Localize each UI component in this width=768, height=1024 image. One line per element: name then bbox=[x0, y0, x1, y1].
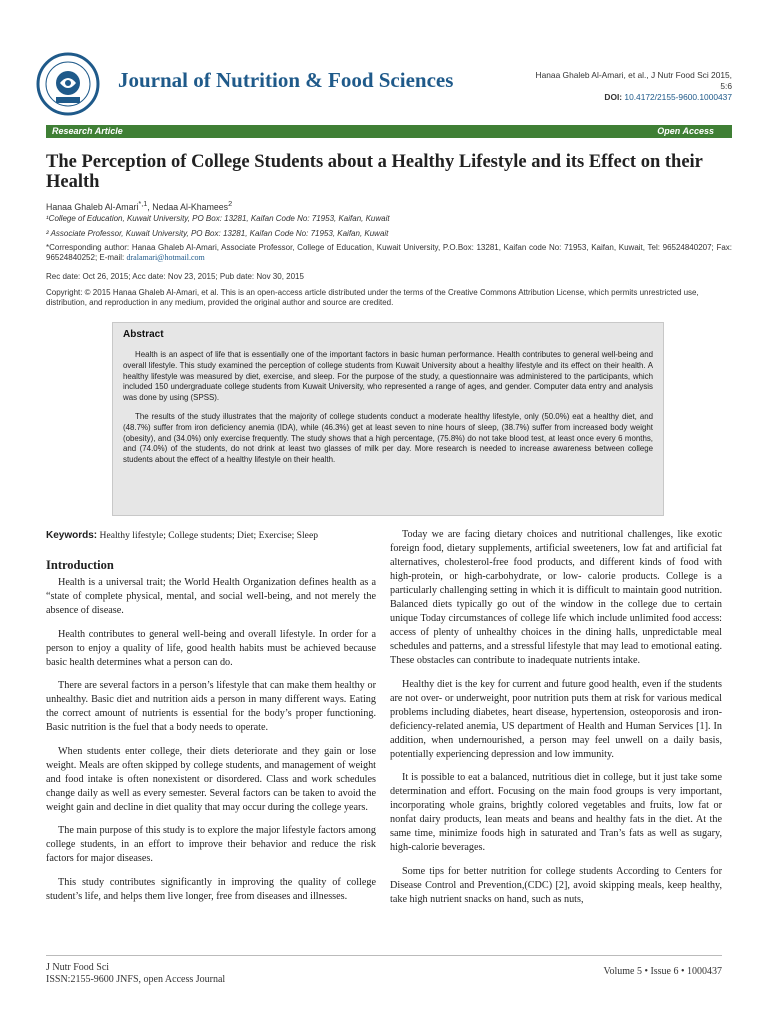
doi-line bbox=[470, 92, 732, 103]
corresponding-author bbox=[46, 243, 732, 264]
abstract-paragraph-2: The results of the study illustrates that the majority of college students conduct a moderate healthy lifestyle, only (50.0%) eat a healthy diet, and (48.7%) suffer from iron deficiency anemia (IDA), while (46.3%) get at least seven to nine hours of sleep, (38.7%) suffer from increased body weight (obesity), and (34.0%) only exercise frequently. The study shows that a high percentage, (75.8%) do not take blood test, at least once every 6 months, and (74.0%) of the students, do not drink at least two glasses of milk per day. More research is needed to increase awareness between college students about the effect of a healthy lifestyle on their health. bbox=[123, 411, 653, 465]
introduction-heading: Introduction bbox=[46, 558, 114, 572]
body-paragraph: It is possible to eat a balanced, nutritious diet in college, but it just take some determination and effort. Focusing on the main food groups is very important, incorporating whole grains, brightly colored vegetables and fruits, low fat or nonfat dairy products, lean meats and beans and healthy fats in the diet. At the same time, minimize foods high in saturated and Tran’s fats as well as sugary, high-calorie beverages. bbox=[390, 772, 722, 853]
article-dates: Rec date: Oct 26, 2015; Acc date: Nov 23, 2015; Pub date: Nov 30, 2015 bbox=[46, 272, 304, 281]
article-type-bar bbox=[46, 125, 732, 138]
body-paragraph: When students enter college, their diets deteriorate and they gain or lose weight. Meals are often skipped by college students, and management of weight and food intake is often nonexistent or disordered. Class and work schedules change daily as well as every semester. Several factors can be taken to avoid the weight gain and decline in diet quality that may occur during the college years. bbox=[46, 745, 376, 813]
body-paragraph: Health contributes to general well-being and overall lifestyle. In order for a person to enjoy a quality of life, good health habits must be achieved because basic health determines what a person can do. bbox=[46, 628, 376, 668]
author-email-link[interactable]: dralamari@hotmail.com bbox=[126, 253, 205, 263]
abstract-paragraph-1: Health is an aspect of life that is essentially one of the important factors in basic human performance. Health contributes to general well-being and overall lifestyle. This study examined the perception of college students from Kuwait University about a healthy lifestyle and its effect on their health. A healthy lifestyle was measured by diet, exercise, and sleep. For the purpose of the study, a questionnaire was administered to the participants, which included 150 undergraduate college students from Kuwait University, who represented a range of ages, and gender. Computer data entry and analysis was done by using (SPSS). bbox=[123, 350, 653, 403]
journal-name[interactable]: Journal of Nutrition & Food Sciences bbox=[118, 68, 454, 92]
abstract-heading: Abstract bbox=[123, 329, 164, 340]
doi-link[interactable]: 10.4172/2155-9600.1000437 bbox=[624, 92, 732, 102]
body-paragraph: The main purpose of this study is to explore the major lifestyle factors among college students, in an effort to improve their behavior and reduce the risk factors for major diseases. bbox=[46, 825, 376, 864]
journal-logo-icon bbox=[36, 52, 100, 116]
footer-journal-abbrev: J Nutr Food Sci bbox=[46, 962, 110, 973]
body-paragraph: Today we are facing dietary choices and nutritional challenges, like exotic foreign food, dietary supplements, artificial sweeteners, low fat and artificial fat alternatives, cholesterol-free food products, and different kinds of food with high-protein, or high-carbohydrate, or low- calorie products. College is a particularly challenging setting in which it is difficult to maintain good nutrition. Balanced diets typically go out of the window in the college due to certain unique Today circumstances of college life which include unlimited food access: access of plenty of unhealthy choices in the dining halls, unpredictable meal schedules and patterns, and a stressful lifestyle that may lead to emotional eating. These obstacles can contribute to inadequate nutrients intake. bbox=[390, 529, 722, 666]
citation-volume: 5:6 bbox=[720, 81, 732, 91]
footer-issn: ISSN:2155-9600 JNFS, open Access Journal bbox=[46, 974, 226, 985]
doi-label: DOI: bbox=[604, 92, 623, 102]
author-list: Hanaa Ghaleb Al-Amari$^{*,1}$, Nedaa Al-Khamees$^2$ bbox=[46, 199, 233, 212]
keywords bbox=[46, 530, 376, 541]
keywords-text: Healthy lifestyle; College students; Diet; Exercise; Sleep bbox=[99, 530, 318, 541]
keywords-label: Keywords: bbox=[46, 530, 98, 541]
article-title: The Perception of College Students about a Healthy Lifestyle and its Effect on their Health bbox=[46, 152, 703, 192]
open-access-label: Open Access bbox=[657, 126, 714, 136]
footer-volume-issue: Volume 5 • Issue 6 • 1000437 bbox=[603, 966, 722, 977]
corresponding-author-text: *Corresponding author: Hanaa Ghaleb Al-Amari, Associate Professor, College of Education, Kuwait University, P.O.Box: 13281, Kaifan code No: 71953, Kaifan, Kuwait, Tel: 96524840207; Fax: 96524840252; E-mail: bbox=[46, 243, 732, 263]
body-paragraph: Health is a universal trait; the World Health Organization defines health as a “state of complete physical, mental, and social well-being, and not merely the absence of disease. bbox=[46, 577, 376, 616]
citation-line: Hanaa Ghaleb Al-Amari, et al., J Nutr Food Sci 2015, bbox=[535, 70, 732, 80]
citation-block bbox=[470, 70, 732, 103]
footer-divider bbox=[46, 955, 722, 956]
affiliation-1: ¹College of Education, Kuwait University, PO Box: 13281, Kaifan Code No: 71953, Kaifan, Kuwait bbox=[46, 214, 390, 223]
affiliation-2: ² Associate Professor, Kuwait University, PO Box: 13281, Kaifan Code No: 71953, Kaifan, Kuwait bbox=[46, 229, 389, 238]
abstract-box bbox=[112, 322, 664, 516]
body-paragraph: Some tips for better nutrition for college students According to Centers for Disease Control and Prevention,(CDC) [2], avoid skipping meals, keep healthy, take high nutrient snacks on hand, such as nuts, bbox=[390, 865, 722, 905]
journal-header bbox=[36, 48, 732, 114]
body-column-left bbox=[46, 558, 376, 913]
body-paragraph: There are several factors in a person’s lifestyle that can make them healthy or unhealthy. Basic diet and nutrition aids a person in many different ways. Eating the correct amount of nutrients is essential for the body’s proper functioning. Basic nutrition is the fuel that a body needs to operate. bbox=[46, 680, 376, 733]
body-column-right bbox=[390, 528, 722, 916]
body-paragraph: Healthy diet is the key for current and future good health, even if the students are not over- or underweight, poor nutrition puts them at risk for various medical problems including diabetes, heart disease, hypertension, osteoporosis and iron-deficiency-related anemia, US department of Health and Human Services [1]. In addition, when undernourished, a person may feel unwell on a daily basis, potentially experiencing depression and low immunity. bbox=[390, 678, 722, 760]
footer-journal-info bbox=[46, 962, 225, 986]
article-type-label: Research Article bbox=[52, 126, 123, 136]
copyright-notice: Copyright: © 2015 Hanaa Ghaleb Al-Amari, et al. This is an open-access article distributed under the terms of the Creative Commons Attribution License, which permits unrestricted use, distribution, and reproduction in any medium, provided the original author and source are credited. bbox=[46, 288, 699, 308]
body-paragraph: This study contributes significantly in improving the quality of college student’s life, and helps them live longer, free from diseases and illnesses. bbox=[46, 876, 376, 902]
